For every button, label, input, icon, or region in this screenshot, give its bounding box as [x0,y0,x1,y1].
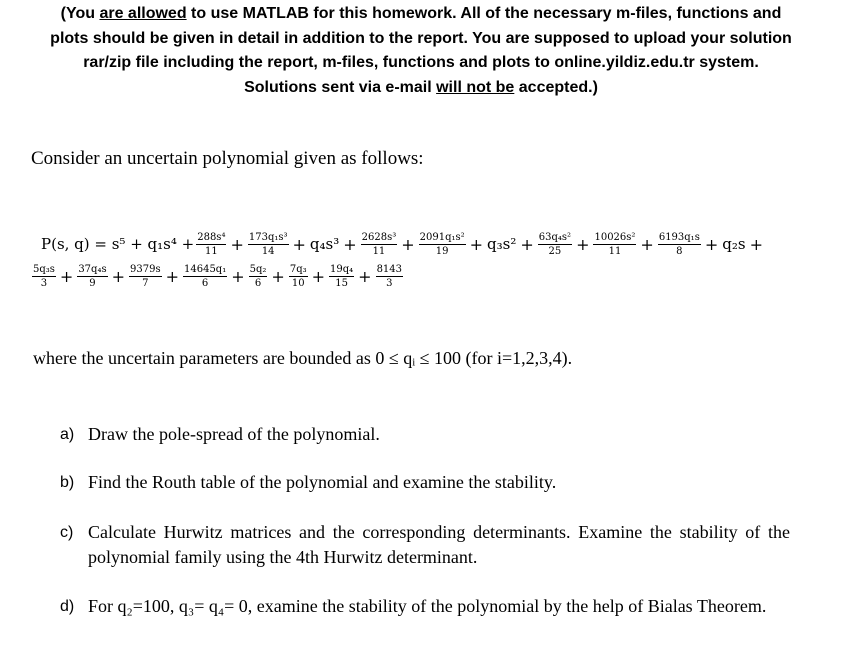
fraction-denominator: 3 [40,277,48,289]
fraction-term [361,232,398,257]
fraction-term [376,264,403,289]
question-text: Draw the pole-spread of the polynomial. [88,424,380,444]
question-b [60,470,790,495]
fraction-numerator: 19q₄ [330,263,354,275]
plus-sign: + [271,266,285,286]
fraction-numerator: 5q₂ [249,263,267,275]
fraction-numerator: 8143 [376,263,403,275]
plus-sign: + [59,266,74,286]
fraction-numerator: 2091q₁s² [419,231,465,243]
fraction-denominator: 14 [261,245,275,257]
fraction-numerator: 7q₃ [289,263,307,275]
fraction-term [593,232,636,257]
plus-sign: + [231,266,245,286]
plus-sign: + [640,234,654,254]
question-a [60,422,790,447]
parameter-bounds: where the uncertain parameters are bounded as 0 ≤ qᵢ ≤ 100 (for i=1,2,3,4). [33,348,573,368]
fraction-term [419,232,466,257]
header-line-2: plots should be given in detail in addition to the report. You are supposed to upload your solution [50,29,792,47]
polynomial-term: q₄s³ [309,235,340,253]
fraction-numerator: 288s⁴ [197,231,226,243]
question-text: Calculate Hurwitz matrices and the corresponding determinants. Examine the stability of the polynomial family using the 4th Hurwitz determinant. [88,522,790,567]
question-label: a) [60,426,75,443]
fraction-term [249,264,268,289]
equation-line-2 [31,261,404,291]
fraction-term [32,264,56,289]
fraction-denominator: 8 [676,245,683,257]
intro-text: Consider an uncertain polynomial given as follows: [31,148,424,169]
plus-sign: + [343,234,357,254]
question-text: For q₂=100, q₃= q₄= 0, examine the stability of the polynomial by the help of Bialas Theorem. [88,596,767,616]
question-label: d) [60,598,75,615]
fraction-numerator: 37q₄s [78,263,107,275]
fraction-term [196,232,226,257]
fraction-numerator: 173q₁s³ [248,231,288,243]
fraction-numerator: 5q₃s [33,263,55,275]
header-line-3: rar/zip file including the report, m-files, functions and plots to online.yildiz.edu.tr system. [83,54,759,71]
fraction-denominator: 19 [435,245,449,257]
plus-sign: + [358,266,372,286]
plus-sign: + [292,234,306,254]
fraction-denominator: 11 [608,245,622,257]
fraction-term [248,232,289,257]
fraction-numerator: 63q₄s² [538,231,572,243]
fraction-term [329,264,354,289]
fraction-denominator: 11 [372,245,386,257]
fraction-denominator: 6 [201,277,209,289]
plus-sign: + [520,234,534,254]
plus-sign: + [165,266,179,286]
fraction-denominator: 10 [291,277,305,289]
fraction-denominator: 25 [548,245,562,257]
fraction-denominator: 6 [254,277,262,289]
fraction-term [658,232,701,257]
fraction-numerator: 6193q₁s [658,231,700,243]
question-c [60,520,790,570]
question-text: Find the Routh table of the polynomial and examine the stability. [88,472,557,492]
fraction-term [289,264,308,289]
fraction-term [538,232,572,257]
plus-sign: + [311,266,326,286]
fraction-numerator: 2628s³ [361,231,397,243]
fraction-denominator: 9 [89,277,96,289]
fraction-denominator: 11 [204,245,218,257]
plus-sign: + [704,234,719,254]
plus-sign: + [401,234,415,254]
fraction-term [183,264,227,289]
polynomial-term: q₃s² [487,235,517,253]
question-label: c) [60,524,74,541]
fraction-denominator: 15 [335,277,348,289]
equation-line-1 [40,226,766,262]
plus-sign: + [576,234,590,254]
fraction-denominator: 3 [386,277,393,289]
fraction-numerator: 14645q₁ [184,263,227,275]
plus-sign: + [230,234,244,254]
header-line-1: (You are allowed to use MATLAB for this homework. All of the necessary m-files, functions and [60,5,782,22]
fraction-denominator: 7 [142,277,149,289]
question-d [60,594,790,619]
equation-lhs: P(s, q) = s⁵ + q₁s⁴ + [41,235,195,253]
fraction-numerator: 9379s [130,263,161,275]
header-line-4: Solutions sent via e-mail will not be accepted.) [244,78,598,96]
fraction-term [77,264,107,289]
fraction-term [129,264,162,289]
polynomial-term: q₂s [722,235,746,253]
fraction-numerator: 10026s² [594,231,636,243]
instructions-header [0,2,842,100]
plus-sign: + [469,234,484,254]
plus-sign: + [749,234,763,254]
question-label: b) [60,474,75,491]
plus-sign: + [111,266,125,286]
